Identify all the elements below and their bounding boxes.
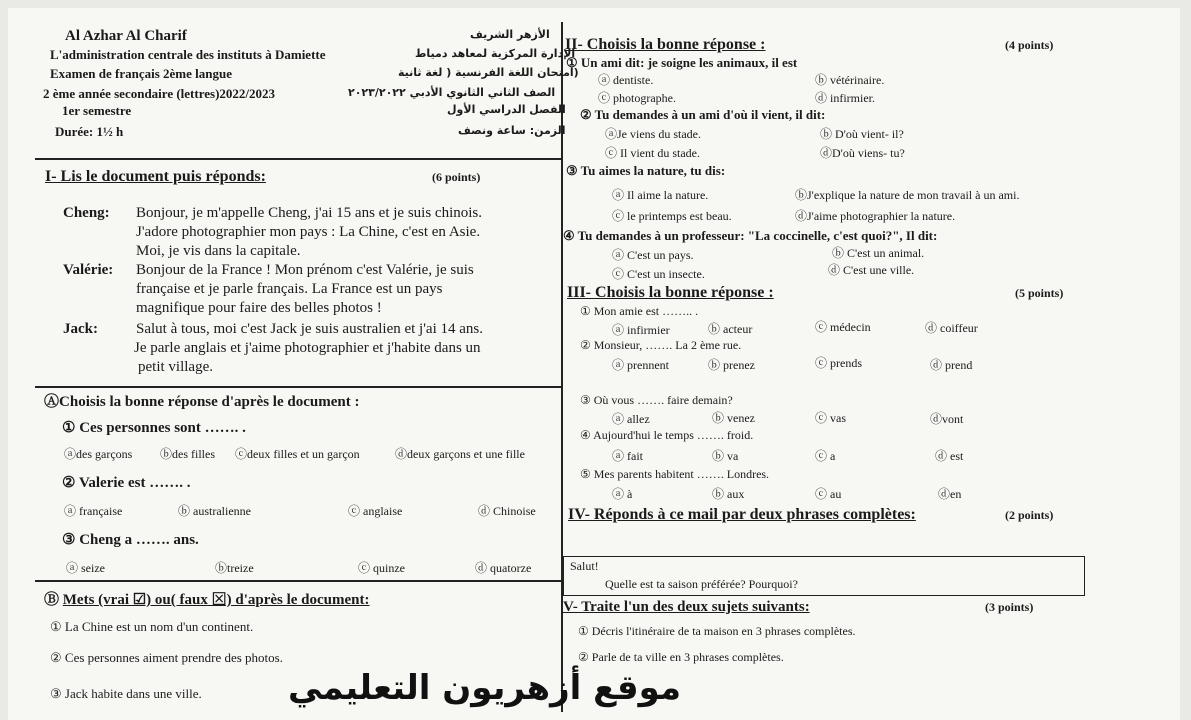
s2-q1-option-b[interactable]: ⓑ vétérinaire. xyxy=(815,73,885,87)
s2-q1-option-a[interactable]: ⓐ dentiste. xyxy=(598,73,654,87)
s2-q1-option-d[interactable]: ⓓ infirmier. xyxy=(815,91,876,105)
s2-q4-option-c[interactable]: ⓒ C'est un insecte. xyxy=(612,267,705,281)
header-divider xyxy=(35,158,562,160)
a-q1-option-a[interactable]: ⓐdes garçons xyxy=(64,447,133,461)
b-statement-1[interactable]: ① La Chine est un nom d'un continent. xyxy=(50,619,254,634)
s2-q3-option-c[interactable]: ⓒ le printemps est beau. xyxy=(612,209,732,223)
s2-q3-option-a[interactable]: ⓐ Il aime la nature. xyxy=(612,188,709,202)
section-3-points: (5 points) xyxy=(1015,286,1064,300)
s3-question-3: ③ Où vous ……. faire demain? xyxy=(580,393,733,407)
s3-q4-option-d[interactable]: ⓓ est xyxy=(935,449,964,463)
section-2-points: (4 points) xyxy=(1005,38,1054,52)
header-ar-1: الأزهر الشريف xyxy=(470,28,550,41)
valerie-line-2: française et je parle français. La France est un pays xyxy=(136,281,443,297)
s3-q1-option-c[interactable]: ⓒ médecin xyxy=(815,320,871,334)
part-a-title: ⒶChoisis la bonne réponse d'après le document : xyxy=(44,394,360,410)
b-statement-3[interactable]: ③ Jack habite dans une ville. xyxy=(50,686,202,701)
s3-question-5: ⑤ Mes parents habitent ……. Londres. xyxy=(580,467,770,481)
speaker-cheng: Cheng: xyxy=(63,205,110,221)
header-class: 2 ème année secondaire (lettres)2022/2023 xyxy=(43,86,276,101)
a-q1-option-b[interactable]: ⓑdes filles xyxy=(160,447,216,461)
a-q2-option-b[interactable]: ⓑ australienne xyxy=(178,504,251,518)
s2-q2-option-d[interactable]: ⓓD'où viens- tu? xyxy=(820,146,905,160)
a-q3-option-d[interactable]: ⓓ quatorze xyxy=(475,561,532,575)
section-3-title: III- Choisis la bonne réponse : xyxy=(567,284,774,301)
a-q1-option-c[interactable]: ⓒdeux filles et un garçon xyxy=(235,447,360,461)
s3-q3-option-c[interactable]: ⓒ vas xyxy=(815,411,847,425)
section-5-title: V- Traite l'un des deux sujets suivants: xyxy=(563,599,810,615)
s2-q4-option-a[interactable]: ⓐ C'est un pays. xyxy=(612,248,694,262)
section-divider-b xyxy=(35,580,562,582)
s3-q3-option-a[interactable]: ⓐ allez xyxy=(612,412,650,426)
section-4-title: IV- Réponds à ce mail par deux phrases complètes: xyxy=(568,506,916,523)
s2-q2-option-b[interactable]: ⓑ D'où vient- il? xyxy=(820,127,904,141)
a-q3-option-b[interactable]: ⓑtreize xyxy=(215,561,254,575)
s2-q4-option-b[interactable]: ⓑ C'est un animal. xyxy=(832,246,925,260)
header-semester: 1er semestre xyxy=(62,103,132,118)
section-1-title: I- Lis le document puis réponds: xyxy=(45,168,266,185)
jack-line-3: petit village. xyxy=(138,359,213,375)
s2-q4-option-d[interactable]: ⓓ C'est une ville. xyxy=(828,263,915,277)
a-q2-option-a[interactable]: ⓐ française xyxy=(64,504,123,518)
header-ar-6: الزمن: ساعة ونصف xyxy=(458,124,566,137)
section-5-points: (3 points) xyxy=(985,600,1034,614)
section-1-points: (6 points) xyxy=(432,170,481,184)
header-ar-3: (امتحان اللغة الفرنسية ( لغة ثانية xyxy=(398,66,579,79)
s2-question-1: ① Un ami dit: je soigne les animaux, il est xyxy=(566,55,798,70)
s3-q2-option-b[interactable]: ⓑ prenez xyxy=(708,358,755,372)
a-question-1: ① Ces personnes sont ……. . xyxy=(62,420,246,436)
a-q3-option-c[interactable]: ⓒ quinze xyxy=(358,561,406,575)
s2-question-3: ③ Tu aimes la nature, tu dis: xyxy=(566,163,726,178)
header-ar-2: الإدارة المركزية لمعاهد دمياط xyxy=(415,47,576,60)
s3-question-1: ① Mon amie est …….. . xyxy=(580,304,699,318)
header-exam: Examen de français 2ème langue xyxy=(50,66,232,81)
jack-line-2: Je parle anglais et j'aime photographier et j'habite dans un xyxy=(134,340,481,356)
cheng-line-1: Bonjour, je m'appelle Cheng, j'ai 15 ans et je suis chinois. xyxy=(136,205,482,221)
s3-q4-option-b[interactable]: ⓑ va xyxy=(712,449,739,463)
marker-B: Ⓑ xyxy=(44,592,60,608)
s3-q1-option-d[interactable]: ⓓ coiffeur xyxy=(925,321,978,335)
header-ar-5: الفصل الدراسي الأول xyxy=(447,103,566,116)
s5-topic-1[interactable]: ① Décris l'itinéraire de ta maison en 3 phrases complètes. xyxy=(578,624,856,638)
s3-q4-option-c[interactable]: ⓒ a xyxy=(815,449,836,463)
header-school: Al Azhar Al Charif xyxy=(65,28,187,44)
mail-greeting: Salut! xyxy=(570,559,599,573)
s2-question-4: ④ Tu demandes à un professeur: "La coccinelle, c'est quoi?", Il dit: xyxy=(563,228,938,243)
speaker-jack: Jack: xyxy=(63,321,98,337)
section-2-title: II- Choisis la bonne réponse : xyxy=(565,36,766,53)
s2-q1-option-c[interactable]: ⓒ photographe. xyxy=(598,91,676,105)
s3-q5-option-c[interactable]: ⓒ au xyxy=(815,487,842,501)
speaker-valerie: Valérie: xyxy=(63,262,114,278)
s3-q2-option-a[interactable]: ⓐ prennent xyxy=(612,358,669,372)
mail-question: Quelle est ta saison préférée? Pourquoi? xyxy=(605,577,798,591)
s2-q3-option-d[interactable]: ⓓJ'aime photographier la nature. xyxy=(795,209,956,223)
cheng-line-2: J'adore photographier mon pays : La Chine, c'est en Asie. xyxy=(136,224,481,240)
s2-q2-option-c[interactable]: ⓒ Il vient du stade. xyxy=(605,146,700,160)
s3-q5-option-b[interactable]: ⓑ aux xyxy=(712,487,745,501)
valerie-line-1: Bonjour de la France ! Mon prénom c'est Valérie, je suis xyxy=(136,262,474,278)
s3-q3-option-d[interactable]: ⓓvont xyxy=(930,412,964,426)
s3-q2-option-c[interactable]: ⓒ prends xyxy=(815,356,863,370)
s3-q2-option-d[interactable]: ⓓ prend xyxy=(930,358,973,372)
s3-question-4: ④ Aujourd'hui le temps ……. froid. xyxy=(580,428,754,442)
s2-q3-option-b[interactable]: ⓑJ'explique la nature de mon travail à un ami. xyxy=(795,188,1020,202)
a-question-3: ③ Cheng a ……. ans. xyxy=(62,532,199,548)
header-admin: L'administration centrale des instituts à Damiette xyxy=(50,47,326,62)
s5-topic-2[interactable]: ② Parle de ta ville en 3 phrases complètes. xyxy=(578,650,784,664)
a-q2-option-c[interactable]: ⓒ anglaise xyxy=(348,504,403,518)
s2-q2-option-a[interactable]: ⓐJe viens du stade. xyxy=(605,127,701,141)
s3-q3-option-b[interactable]: ⓑ venez xyxy=(712,411,755,425)
b-statement-2[interactable]: ② Ces personnes aiment prendre des photos. xyxy=(50,650,283,665)
marker-A: Ⓐ xyxy=(44,394,60,410)
s3-q1-option-b[interactable]: ⓑ acteur xyxy=(708,322,753,336)
a-q3-option-a[interactable]: ⓐ seize xyxy=(66,561,105,575)
s2-question-2: ② Tu demandes à un ami d'où il vient, il dit: xyxy=(580,107,826,122)
a-question-2: ② Valerie est ……. . xyxy=(62,475,191,491)
s3-q1-option-a[interactable]: ⓐ infirmier xyxy=(612,323,670,337)
s3-q5-option-d[interactable]: ⓓen xyxy=(938,487,962,501)
header-ar-4: الصف الثاني الثانوي الأدبي ٢٠٢٣/٢٠٢٢ xyxy=(348,86,556,99)
section-divider-a xyxy=(35,386,562,388)
valerie-line-3: magnifique pour faire des belles photos ! xyxy=(136,300,382,316)
s3-q4-option-a[interactable]: ⓐ fait xyxy=(612,449,644,463)
section-4-points: (2 points) xyxy=(1005,508,1054,522)
a-q1-option-d[interactable]: ⓓdeux garçons et une fille xyxy=(395,447,525,461)
site-watermark: موقع أزهريون التعليمي xyxy=(288,668,682,708)
s3-question-2: ② Monsieur, ……. La 2 ème rue. xyxy=(580,338,742,352)
cheng-line-3: Moi, je vis dans la capitale. xyxy=(136,243,301,259)
jack-line-1: Salut à tous, moi c'est Jack je suis australien et j'ai 14 ans. xyxy=(136,321,483,337)
part-b-title: Ⓑ Mets (vrai ☑) ou( faux ⊠) d'après le document: xyxy=(44,592,370,608)
s3-q5-option-a[interactable]: ⓐ à xyxy=(612,487,633,501)
header-duration: Durée: 1½ h xyxy=(55,124,124,139)
a-q2-option-d[interactable]: ⓓ Chinoise xyxy=(478,504,536,518)
